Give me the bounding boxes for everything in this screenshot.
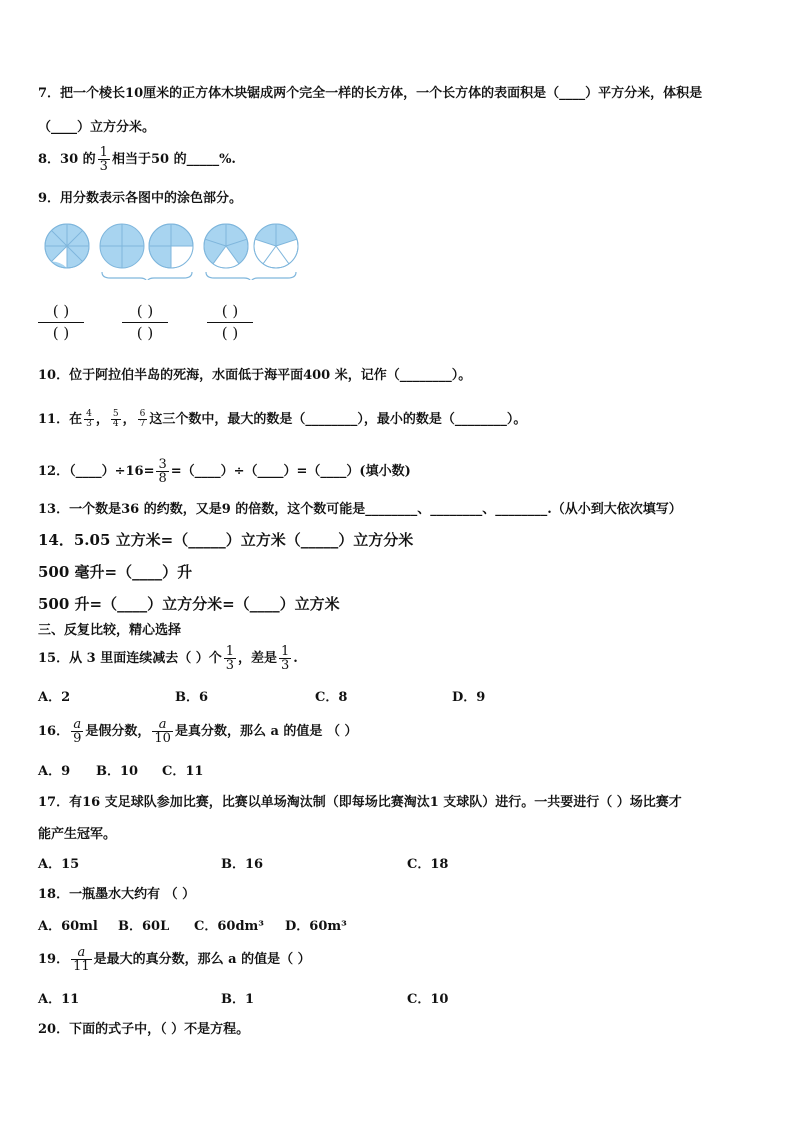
q9-answer-1[interactable]: ( ) ( ) — [38, 304, 84, 341]
q8-fraction: $\frac{1}{3}$ — [99, 145, 108, 174]
q12-fraction: $\frac{3}{8}$ — [158, 457, 167, 486]
q15-frac-2: $\frac{1}{3}$ — [281, 644, 290, 673]
q15: 15．从 3 里面连续减去（ ）个 $\frac{1}{3}$ ，差是 $\frac{1}{3}$ . — [38, 644, 298, 673]
circle-3 — [149, 224, 193, 268]
q9-answer-3[interactable]: ( ) ( ) — [207, 304, 253, 341]
q16: 16． $\frac{a}{9}$ 是假分数， $\frac{a}{10}$ 是真分数，那么 a 的值是 （ ） — [38, 717, 358, 746]
q11-frac-1: $\frac{4}{3}$ — [86, 409, 92, 429]
q19-option-c[interactable]: C．10 — [407, 992, 449, 1007]
q15-frac-1: $\frac{1}{3}$ — [225, 644, 234, 673]
q11-frac-2: $\frac{5}{4}$ — [112, 409, 119, 429]
q11-frac-3: $\frac{6}{7}$ — [139, 409, 146, 429]
q8-pre: 8．30 的 — [38, 152, 96, 167]
q8-post: 相当于50 的_____%. — [111, 152, 236, 167]
q9-answer-2[interactable]: ( ) ( ) — [122, 304, 168, 341]
circle-1 — [45, 224, 89, 268]
q18-option-a[interactable]: A．60ml — [38, 919, 98, 934]
q15-option-d[interactable]: D．9 — [452, 690, 486, 705]
q17-option-b[interactable]: B．16 — [221, 857, 264, 872]
q14-line1: 14．5.05 立方米=（_____）立方米（_____）立方分米 — [38, 531, 414, 549]
q12: 12．（____）÷16= $\frac{3}{8}$ =（____）÷（____）=（____）(填小数) — [38, 457, 411, 486]
q11: 11．在 $\frac{4}{3}$ ， $\frac{5}{4}$ ， $\frac{6}{7}$ 这三个数中，最大的数是（________），最小的数是（________）。 — [38, 409, 527, 429]
q19-fraction: $\frac{a}{11}$ — [73, 945, 90, 974]
q16-option-a[interactable]: A．9 — [38, 764, 71, 779]
q8 — [38, 146, 236, 173]
q18-option-b[interactable]: B．60L — [118, 919, 170, 934]
circle-4 — [204, 224, 248, 268]
q16-frac-1: $\frac{a}{9}$ — [73, 717, 82, 746]
q15-option-b[interactable]: B．6 — [175, 690, 209, 705]
q16-option-c[interactable]: C．11 — [162, 764, 204, 779]
q19-option-a[interactable]: A．11 — [38, 992, 80, 1007]
q13: 13．一个数是36 的约数，又是9 的倍数，这个数可能是________、________、________.（从小到大依次填写） — [38, 502, 682, 517]
q17-option-a[interactable]: A．15 — [38, 857, 80, 872]
circle-5 — [254, 224, 298, 268]
q17-line1: 17．有16 支足球队参加比赛，比赛以单场淘汰制（即每场比赛淘汰1 支球队）进行。一共要进行（ ）场比赛才 — [38, 795, 682, 810]
brace-1 — [102, 272, 192, 280]
q16-frac-2: $\frac{a}{10}$ — [154, 717, 171, 746]
q18-option-c[interactable]: C．60dm³ — [194, 919, 264, 934]
q14-line3: 500 升=（____）立方分米=（____）立方米 — [38, 595, 340, 613]
q20: 20．下面的式子中，（ ）不是方程。 — [38, 1022, 250, 1037]
q9-text: 9．用分数表示各图中的涂色部分。 — [38, 191, 243, 206]
q18: 18．一瓶墨水大约有 （ ） — [38, 887, 196, 902]
q17-option-c[interactable]: C．18 — [407, 857, 449, 872]
circle-2 — [100, 224, 144, 268]
q9-figures — [40, 220, 310, 280]
section-3-heading: 三、反复比较，精心选择 — [38, 623, 182, 638]
q17-line2: 能产生冠军。 — [38, 827, 117, 842]
q15-option-a[interactable]: A．2 — [38, 690, 71, 705]
q7-line1: 7．把一个棱长10厘米的正方体木块锯成两个完全一样的长方体，一个长方体的表面积是（____）平方分米，体积是 — [38, 86, 703, 101]
q19-option-b[interactable]: B．1 — [221, 992, 255, 1007]
q16-option-b[interactable]: B．10 — [96, 764, 139, 779]
q14-line2: 500 毫升=（____）升 — [38, 563, 193, 581]
q19: 19． $\frac{a}{11}$ 是最大的真分数，那么 a 的值是（ ） — [38, 945, 311, 974]
q10: 10．位于阿拉伯半岛的死海，水面低于海平面400 米，记作（________）。 — [38, 368, 472, 383]
q7-line2: （____）立方分米。 — [38, 120, 156, 135]
q15-option-c[interactable]: C．8 — [315, 690, 348, 705]
brace-2 — [206, 272, 296, 280]
q18-option-d[interactable]: D．60m³ — [285, 919, 347, 934]
